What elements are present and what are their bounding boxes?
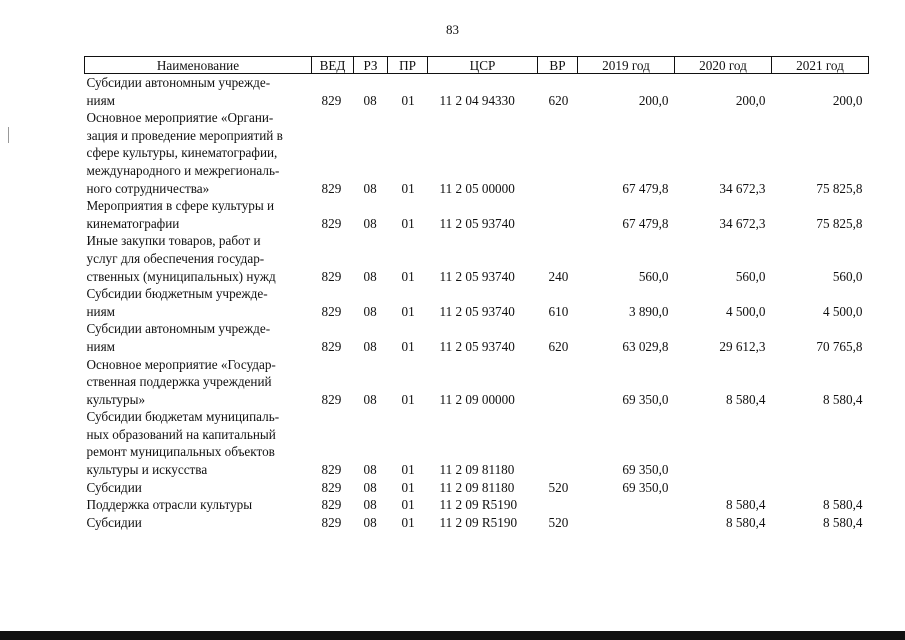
- row-vr: [538, 197, 578, 232]
- table-row: [85, 408, 869, 478]
- scan-artifact-line: [8, 127, 9, 143]
- row-pr: 01: [401, 338, 415, 354]
- row-2020-value: 34 672,3: [719, 215, 766, 231]
- row-2019-value: 67 479,8: [622, 180, 669, 196]
- row-csr: 11 2 09 81180: [439, 462, 515, 478]
- row-2019-value: 3 890,0: [628, 303, 669, 319]
- row-name: Субсидии бюджетам муниципаль- ных образований на капитальный ремонт муниципальных объектов культуры и искусства: [86, 409, 280, 478]
- row-pr: 01: [401, 514, 415, 530]
- row-rz: 08: [363, 479, 377, 495]
- row-vr: 520: [548, 479, 569, 495]
- row-vr: [538, 109, 578, 197]
- row-name: Иные закупки товаров, работ и услуг для обеспечения государ- ственных (муниципальных) нужд: [86, 233, 276, 284]
- row-2020-value: 200,0: [735, 92, 766, 108]
- row-rz: 08: [363, 268, 377, 284]
- table-row: [85, 197, 869, 232]
- row-2020-value: 4 500,0: [725, 303, 766, 319]
- row-2021-value: 4 500,0: [822, 303, 863, 319]
- row-pr: 01: [401, 268, 415, 284]
- header-ved: ВЕД: [312, 57, 354, 74]
- row-name: Субсидии автономным учрежде- ниям: [86, 75, 271, 108]
- header-name: Наименование: [85, 57, 312, 74]
- row-ved: 829: [321, 268, 342, 284]
- row-csr: 11 2 09 R5190: [439, 514, 518, 530]
- row-2021-value: 560,0: [832, 268, 863, 284]
- row-vr: [538, 408, 578, 478]
- row-csr: 11 2 05 93740: [439, 268, 515, 284]
- table-row: [85, 496, 869, 514]
- header-row: [85, 57, 869, 74]
- row-2020-value: [675, 408, 772, 478]
- row-2019-value: 67 479,8: [622, 215, 669, 231]
- row-2021-value: 70 765,8: [816, 338, 863, 354]
- row-2019-value: 560,0: [638, 268, 669, 284]
- budget-table: [84, 56, 869, 531]
- row-ved: 829: [321, 479, 342, 495]
- row-ved: 829: [321, 462, 342, 478]
- row-2019-value: [578, 514, 675, 532]
- header-pr: ПР: [388, 57, 428, 74]
- row-name: Субсидии автономным учрежде- ниям: [86, 321, 271, 354]
- row-2020-value: 8 580,4: [725, 391, 766, 407]
- row-rz: 08: [363, 338, 377, 354]
- row-name: Основное мероприятие «Органи- зация и проведение мероприятий в сфере культуры, кинематографии, международного и межрегиональ- ного сотрудничества»: [86, 110, 283, 196]
- row-ved: 829: [321, 391, 342, 407]
- row-2020-value: 8 580,4: [725, 514, 766, 530]
- row-name: Основное мероприятие «Государ- ственная поддержка учреждений культуры»: [86, 356, 276, 407]
- table-row: [85, 356, 869, 409]
- table-body: [85, 74, 869, 532]
- row-vr: 620: [548, 92, 569, 108]
- table-header: [85, 57, 869, 74]
- row-vr: 610: [548, 303, 569, 319]
- row-name: Субсидии: [86, 479, 142, 495]
- row-2019-value: 63 029,8: [622, 338, 669, 354]
- row-rz: 08: [363, 303, 377, 319]
- row-vr: [538, 356, 578, 409]
- row-2019-value: 200,0: [638, 92, 669, 108]
- row-2020-value: 29 612,3: [719, 338, 766, 354]
- table-row: [85, 109, 869, 197]
- row-2021-value: [772, 479, 869, 497]
- row-rz: 08: [363, 180, 377, 196]
- table-row: [85, 74, 869, 110]
- row-ved: 829: [321, 514, 342, 530]
- row-2019-value: 69 350,0: [622, 479, 669, 495]
- row-csr: 11 2 09 R5190: [439, 497, 518, 513]
- header-2019: 2019 год: [578, 57, 675, 74]
- header-2020: 2020 год: [675, 57, 772, 74]
- table-row: [85, 285, 869, 320]
- row-rz: 08: [363, 92, 377, 108]
- row-2019-value: 69 350,0: [622, 462, 669, 478]
- row-2020-value: 560,0: [735, 268, 766, 284]
- row-vr: 240: [548, 268, 569, 284]
- row-2020-value: 34 672,3: [719, 180, 766, 196]
- row-ved: 829: [321, 180, 342, 196]
- row-csr: 11 2 05 00000: [439, 180, 515, 196]
- row-2021-value: 200,0: [832, 92, 863, 108]
- row-name: Субсидии: [86, 514, 142, 530]
- row-vr: 520: [548, 514, 569, 530]
- row-rz: 08: [363, 514, 377, 530]
- table-row: [85, 232, 869, 285]
- row-vr: 620: [548, 338, 569, 354]
- table-row: [85, 514, 869, 532]
- row-ved: 829: [321, 303, 342, 319]
- row-ved: 829: [321, 92, 342, 108]
- row-rz: 08: [363, 462, 377, 478]
- row-pr: 01: [401, 92, 415, 108]
- row-name: Мероприятия в сфере культуры и кинематографии: [86, 198, 275, 231]
- row-2020-value: [675, 479, 772, 497]
- row-2021-value: 75 825,8: [816, 215, 863, 231]
- row-csr: 11 2 05 93740: [439, 338, 515, 354]
- row-2021-value: 8 580,4: [822, 514, 863, 530]
- row-pr: 01: [401, 497, 415, 513]
- row-csr: 11 2 05 93740: [439, 303, 515, 319]
- table-row: [85, 320, 869, 355]
- row-2021-value: 8 580,4: [822, 497, 863, 513]
- row-rz: 08: [363, 497, 377, 513]
- row-2019-value: 69 350,0: [622, 391, 669, 407]
- row-pr: 01: [401, 180, 415, 196]
- header-csr: ЦСР: [428, 57, 538, 74]
- row-rz: 08: [363, 391, 377, 407]
- row-2020-value: 8 580,4: [725, 497, 766, 513]
- page-number: 83: [446, 22, 459, 37]
- row-2019-value: [578, 496, 675, 514]
- row-pr: 01: [401, 303, 415, 319]
- row-csr: 11 2 05 93740: [439, 215, 515, 231]
- row-pr: 01: [401, 479, 415, 495]
- row-rz: 08: [363, 215, 377, 231]
- row-ved: 829: [321, 215, 342, 231]
- header-vr: ВР: [538, 57, 578, 74]
- header-rz: РЗ: [354, 57, 388, 74]
- table-row: [85, 479, 869, 497]
- row-csr: 11 2 09 00000: [439, 391, 515, 407]
- row-name: Субсидии бюджетным учрежде- ниям: [86, 286, 268, 319]
- row-pr: 01: [401, 215, 415, 231]
- row-pr: 01: [401, 391, 415, 407]
- row-csr: 11 2 04 94330: [439, 92, 515, 108]
- row-vr: [538, 496, 578, 514]
- row-csr: 11 2 09 81180: [439, 479, 515, 495]
- row-2021-value: [772, 408, 869, 478]
- row-2021-value: 8 580,4: [822, 391, 863, 407]
- row-name: Поддержка отрасли культуры: [86, 497, 253, 513]
- header-2021: 2021 год: [772, 57, 869, 74]
- row-ved: 829: [321, 497, 342, 513]
- bottom-scan-edge: [0, 631, 905, 640]
- row-pr: 01: [401, 462, 415, 478]
- row-ved: 829: [321, 338, 342, 354]
- row-2021-value: 75 825,8: [816, 180, 863, 196]
